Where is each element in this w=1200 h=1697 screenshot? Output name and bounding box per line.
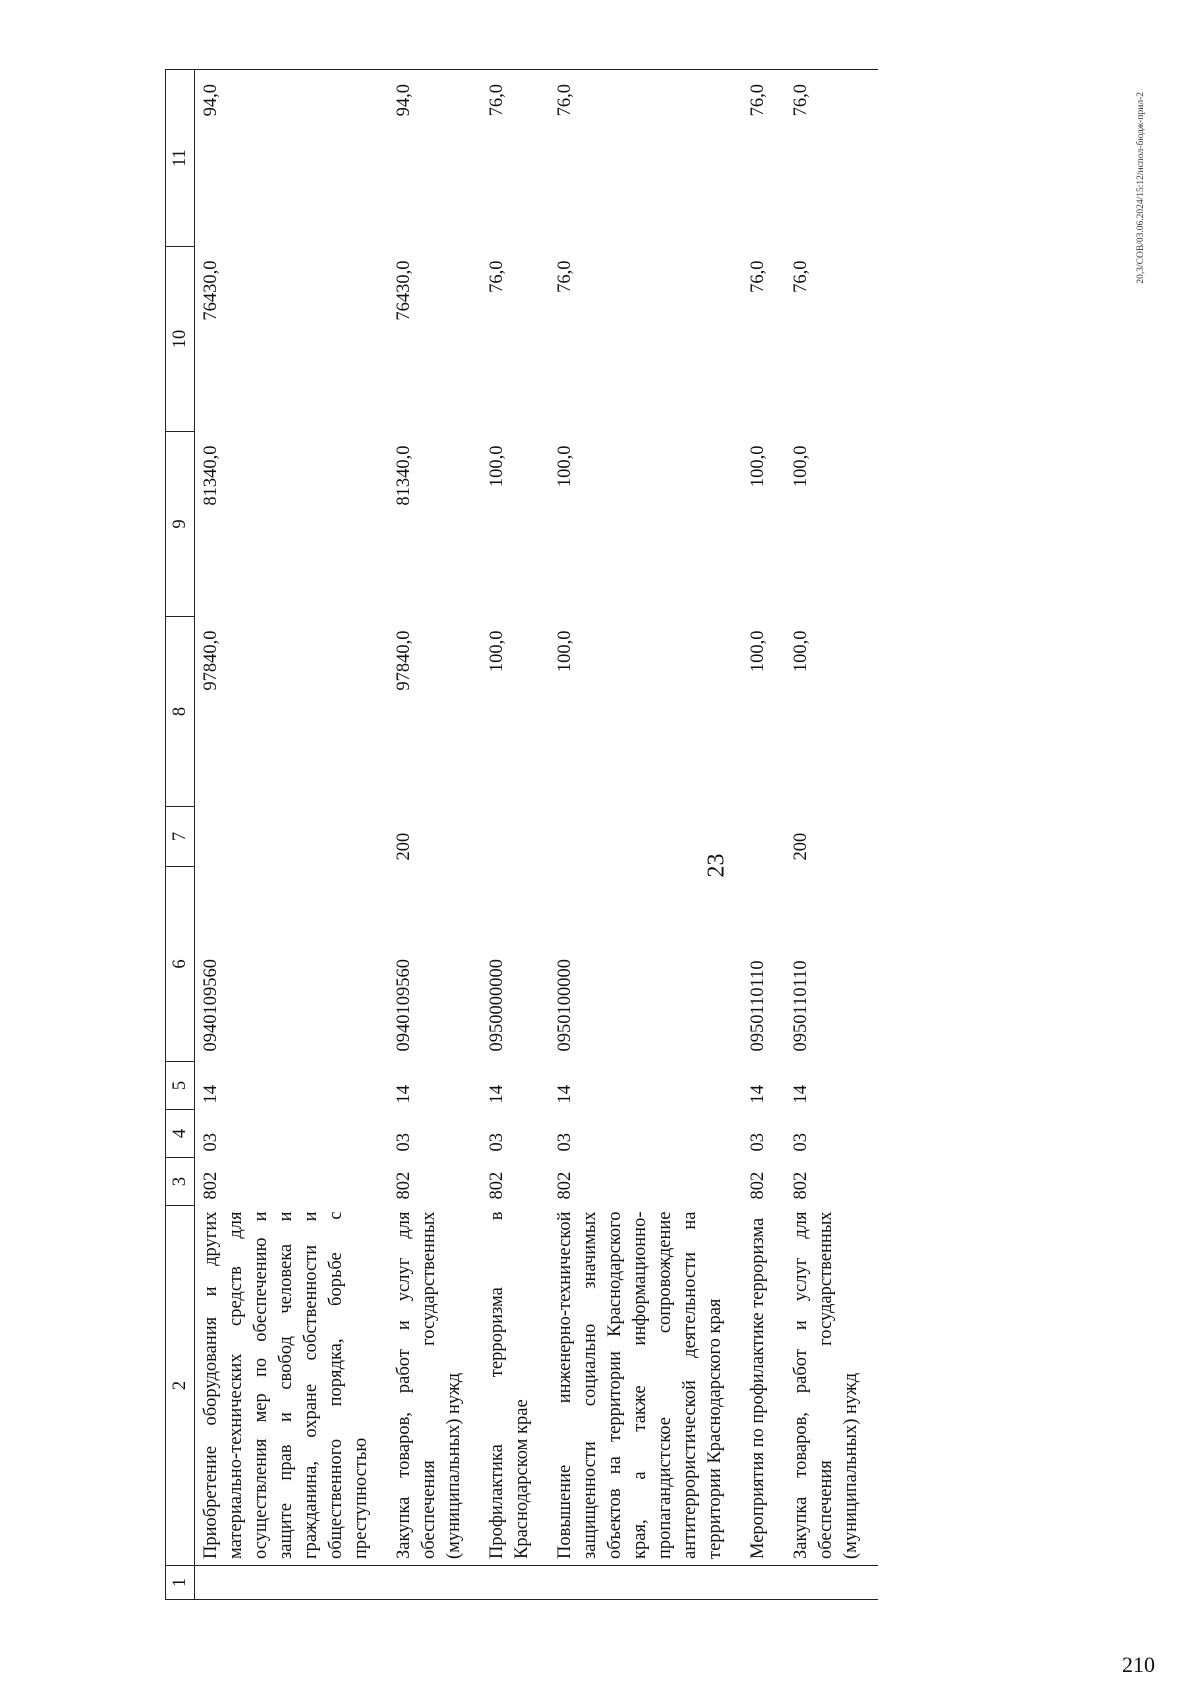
- cell-subsection: 14: [487, 1085, 507, 1104]
- cell-expense-type: [742, 807, 785, 867]
- cell-section: 03: [791, 1133, 811, 1152]
- cell-value-11: 94,0: [388, 70, 481, 247]
- cell-value-9: 81340,0: [394, 445, 414, 506]
- cell-subsection: 14: [791, 1085, 811, 1104]
- cell-target-code: 0950000000: [487, 959, 507, 1052]
- column-header: 10: [166, 247, 195, 432]
- column-header: 4: [166, 1110, 195, 1158]
- cell-section: 03: [487, 1133, 507, 1152]
- page-number: 210: [1122, 1652, 1155, 1677]
- cell-value-9: 100,0: [791, 445, 811, 488]
- cell-description: Профилактика терроризма в Краснодарском крае: [487, 1211, 532, 1559]
- column-header: 7: [166, 807, 195, 867]
- cell-target-code: 0940109560: [201, 959, 221, 1052]
- cell-description: Закупка товаров, работ и услуг для обеспечения государственных (муниципальных) нужд: [394, 1211, 464, 1559]
- cell-subsection: 14: [555, 1085, 575, 1104]
- column-header: 9: [166, 432, 195, 617]
- cell-value-9: 100,0: [555, 445, 575, 488]
- cell-value-10: 76,0: [748, 260, 768, 293]
- cell-value-8: 97840,0: [201, 630, 221, 691]
- table-row: [481, 70, 549, 1600]
- cell-value-9: 100,0: [748, 445, 768, 488]
- cell-description: Мероприятия по профилактике терроризма: [748, 1217, 768, 1559]
- cell-col1: [785, 1566, 878, 1600]
- cell-expense-type: 200: [394, 832, 414, 861]
- column-header: 8: [166, 617, 195, 807]
- cell-value-11: 94,0: [195, 70, 389, 247]
- budget-table-rotated: [165, 70, 925, 1600]
- column-header: 5: [166, 1062, 195, 1110]
- column-header: 2: [166, 1206, 195, 1566]
- cell-value-8: 100,0: [487, 630, 507, 673]
- cell-col1: [388, 1566, 481, 1600]
- table-row: [549, 70, 742, 1600]
- document-footer-code: 20,3/СОВ/03.06.2024/15:12/испол-бюдж-прил-2: [1136, 92, 1146, 284]
- cell-ministry: 802: [394, 1171, 414, 1200]
- cell-value-9: 100,0: [487, 445, 507, 488]
- cell-subsection: 14: [394, 1085, 414, 1104]
- cell-section: 03: [394, 1133, 414, 1152]
- cell-value-8: 97840,0: [394, 630, 414, 691]
- cell-value-11: 76,0: [481, 70, 549, 247]
- cell-value-10: 76430,0: [394, 260, 414, 321]
- table-row: [742, 70, 785, 1600]
- cell-ministry: 802: [555, 1171, 575, 1200]
- cell-section: 03: [555, 1133, 575, 1152]
- cell-value-10: 76430,0: [201, 260, 221, 321]
- cell-subsection: 14: [748, 1085, 768, 1104]
- cell-target-code: 0940109560: [394, 959, 414, 1052]
- column-header: 3: [166, 1158, 195, 1206]
- cell-section: 03: [748, 1133, 768, 1152]
- cell-expense-type: [195, 807, 389, 867]
- budget-table: [165, 69, 878, 1600]
- cell-col1: [195, 1566, 389, 1600]
- cell-col1: [549, 1566, 742, 1600]
- cell-value-11: 76,0: [785, 70, 878, 247]
- cell-expense-type: [481, 807, 549, 867]
- cell-value-11: 76,0: [742, 70, 785, 247]
- column-header: 11: [166, 70, 195, 247]
- cell-target-code: 0950110110: [791, 960, 811, 1052]
- column-header: 6: [166, 867, 195, 1062]
- table-header-row: [166, 70, 195, 1600]
- cell-description: Закупка товаров, работ и услуг для обеспечения государственных (муниципальных) нужд: [791, 1211, 861, 1559]
- cell-value-10: 76,0: [791, 260, 811, 293]
- cell-value-8: 100,0: [555, 630, 575, 673]
- table-row: [785, 70, 878, 1600]
- cell-expense-type: [549, 807, 742, 867]
- cell-ministry: 802: [748, 1171, 768, 1200]
- cell-value-10: 76,0: [555, 260, 575, 293]
- column-header: 1: [166, 1566, 195, 1600]
- cell-target-code: 0950110110: [748, 960, 768, 1052]
- table-row: [388, 70, 481, 1600]
- cell-ministry: 802: [487, 1171, 507, 1200]
- cell-section: 03: [201, 1133, 221, 1152]
- cell-expense-type: 200: [791, 832, 811, 861]
- cell-value-8: 100,0: [791, 630, 811, 673]
- cell-value-10: 76,0: [487, 260, 507, 293]
- table-row: [195, 70, 389, 1600]
- page-heading-number: 23: [703, 853, 730, 878]
- cell-col1: [742, 1566, 785, 1600]
- cell-target-code: 0950100000: [555, 959, 575, 1052]
- cell-value-11: 76,0: [549, 70, 742, 247]
- cell-ministry: 802: [791, 1171, 811, 1200]
- cell-value-9: 81340,0: [201, 445, 221, 506]
- cell-description: Приобретение оборудования и других материально-технических средств для осуществления мер по обеспечению и защите прав и свобод человека и гражданина, охране собственности и общественного порядка, борьбе с преступностью: [201, 1211, 371, 1559]
- cell-col1: [481, 1566, 549, 1600]
- cell-value-8: 100,0: [748, 630, 768, 673]
- cell-description: Повышение инженерно-технической защищенности социально значимых объектов на территории Краснодарского края, а также информационно-пропагандистское сопровождение антитеррористической деятельности на территории Краснодарского края: [555, 1211, 725, 1559]
- cell-subsection: 14: [201, 1085, 221, 1104]
- cell-ministry: 802: [201, 1171, 221, 1200]
